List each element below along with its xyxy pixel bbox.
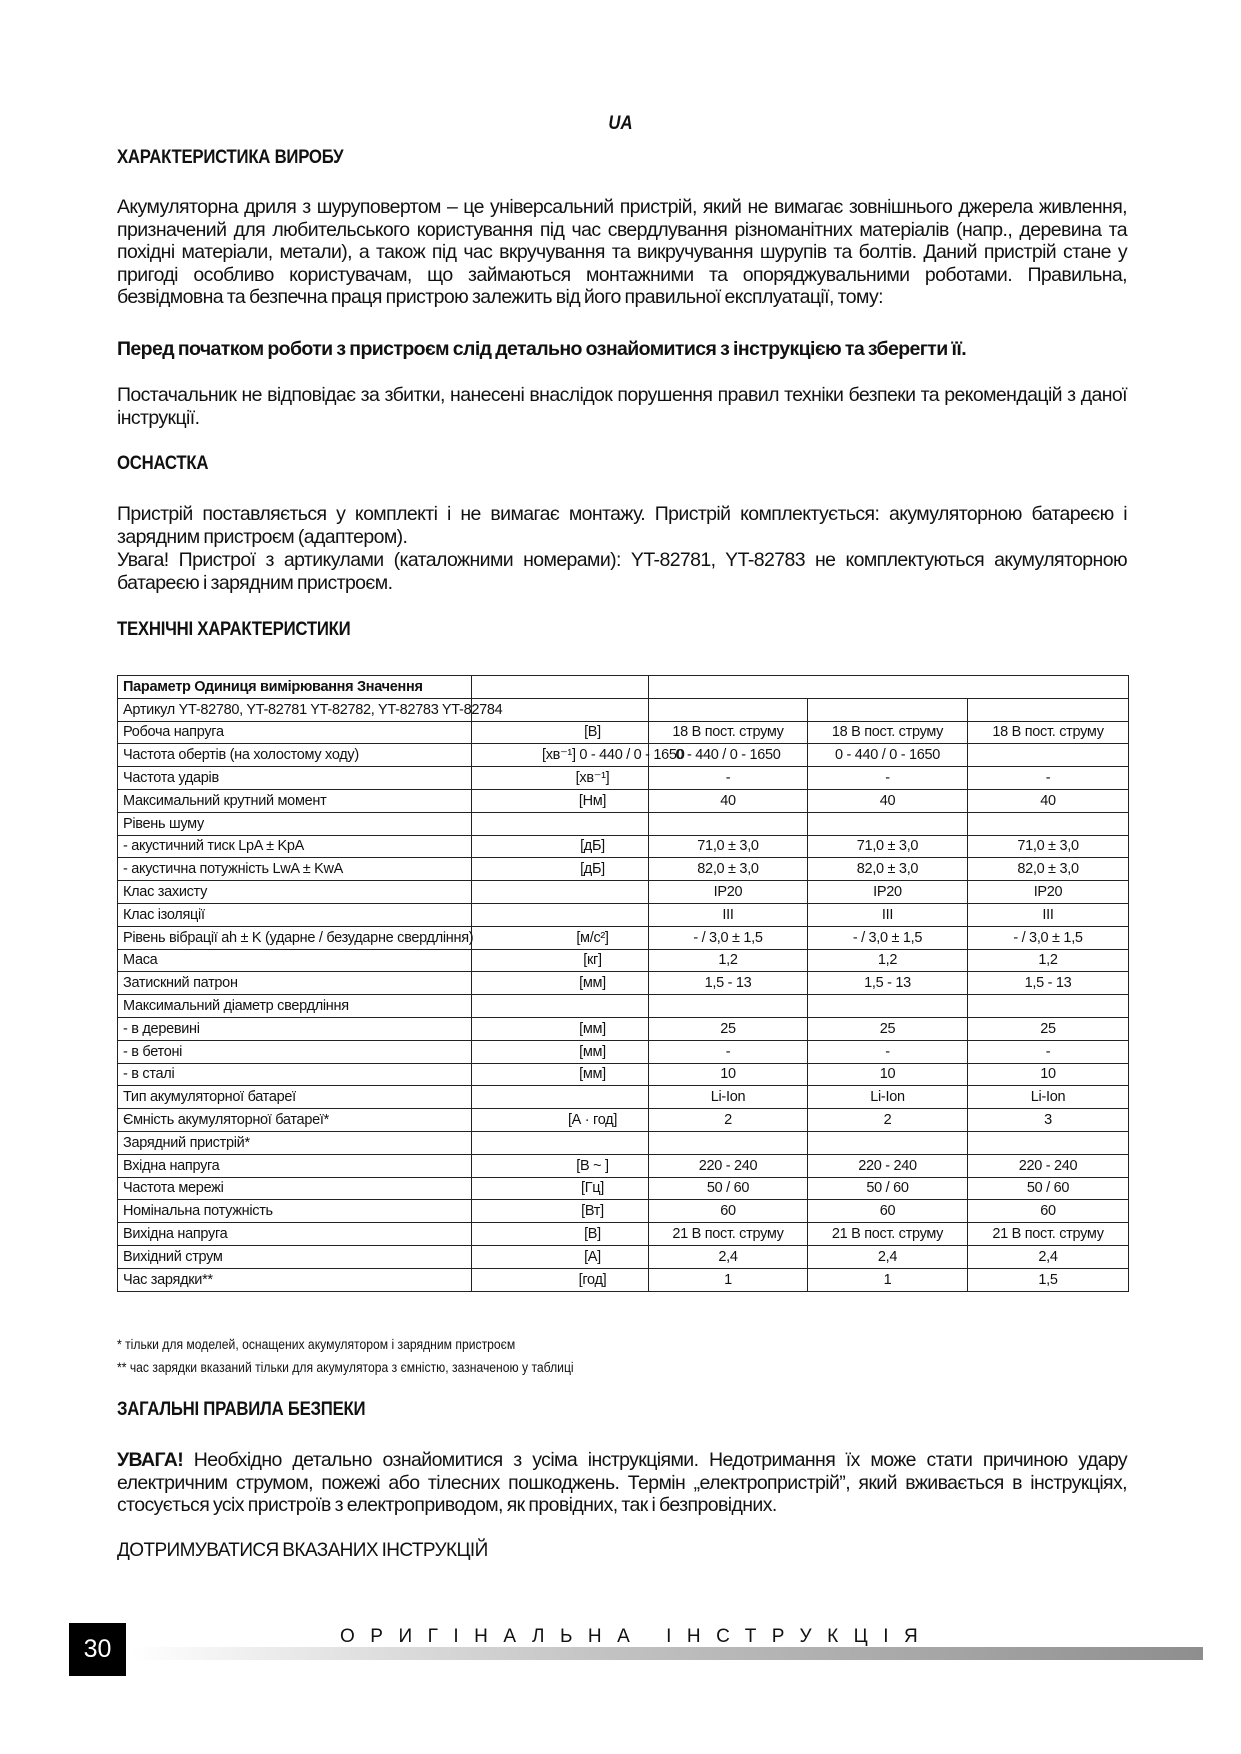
table-row xyxy=(118,972,1129,995)
value-cell-1: 2,4 xyxy=(649,1245,808,1268)
value-cell-2: 82,0 ± 3,0 xyxy=(808,858,968,881)
table-row xyxy=(118,881,1129,904)
value-cell-1: 82,0 ± 3,0 xyxy=(649,858,808,881)
value-cell-1 xyxy=(649,812,808,835)
value-cell-2: 2 xyxy=(808,1109,968,1132)
value-cell-1: 1,5 - 13 xyxy=(649,972,808,995)
section-title-safety: ЗАГАЛЬНІ ПРАВИЛА БЕЗПЕКИ xyxy=(117,1398,366,1420)
param-cell: Час зарядки** xyxy=(118,1268,472,1291)
table-row xyxy=(118,926,1129,949)
table-row xyxy=(118,1177,1129,1200)
param-cell: - в сталі xyxy=(118,1063,472,1086)
value-cell-2: 0 - 440 / 0 - 1650 xyxy=(808,744,968,767)
table-row xyxy=(118,1223,1129,1246)
value-cell-3: 1,2 xyxy=(968,949,1129,972)
value-cell-1: - xyxy=(649,1040,808,1063)
specifications-table xyxy=(117,675,1129,1292)
value-cell-3: 71,0 ± 3,0 xyxy=(968,835,1129,858)
param-cell: Ємність акумуляторної батареї* xyxy=(118,1109,472,1132)
section-title-equipment: ОСНАСТКА xyxy=(117,452,209,474)
table-row xyxy=(118,744,1129,767)
value-cell-3: 18 В пост. струму xyxy=(968,721,1129,744)
table-row xyxy=(118,1086,1129,1109)
param-cell: Клас захисту xyxy=(118,881,472,904)
value-cell-3: 50 / 60 xyxy=(968,1177,1129,1200)
value-cell-3: 21 В пост. струму xyxy=(968,1223,1129,1246)
table-row xyxy=(118,1040,1129,1063)
table-row xyxy=(118,1063,1129,1086)
param-cell: Маса xyxy=(118,949,472,972)
table-footnotes xyxy=(117,1333,574,1379)
value-cell-2: 1 xyxy=(808,1268,968,1291)
section-title-product: ХАРАКТЕРИСТИКА ВИРОБУ xyxy=(117,146,344,168)
unit-cell: [В] xyxy=(472,1223,649,1246)
article-text: Артикул YT-82780, YT-82781 YT-82782, YT-82783 YT-82784 xyxy=(123,701,503,718)
param-cell: Робоча напруга xyxy=(118,721,472,744)
unit-cell: [Вт] xyxy=(472,1200,649,1223)
value-cell-2: 1,5 - 13 xyxy=(808,972,968,995)
unit-cell: [хв⁻¹] xyxy=(472,767,649,790)
table-row xyxy=(118,1200,1129,1223)
article-cell xyxy=(118,698,503,721)
empty-cell xyxy=(649,698,808,721)
value-cell-2 xyxy=(808,812,968,835)
unit-cell: [В] xyxy=(472,721,649,744)
unit-cell: [Нм] xyxy=(472,789,649,812)
param-cell: Максимальний крутний момент xyxy=(118,789,472,812)
read-instructions-warning: Перед початком роботи з пристроєм слід детально ознайомитися з інструкцією та зберегти її. xyxy=(117,338,967,360)
language-label: UA xyxy=(608,113,633,134)
value-cell-1: IP20 xyxy=(649,881,808,904)
value-cell-2: - / 3,0 ± 1,5 xyxy=(808,926,968,949)
table-row xyxy=(118,812,1129,835)
page-number: 30 xyxy=(69,1623,126,1676)
supplier-disclaimer: Постачальник не відповідає за збитки, нанесені внаслідок порушення правил техніки безпеки та рекомендацій з даної інструкції. xyxy=(117,384,1127,429)
param-cell: Вихідний струм xyxy=(118,1245,472,1268)
table-row xyxy=(118,789,1129,812)
param-cell: Рівень шуму xyxy=(118,812,472,835)
table-header-row xyxy=(118,676,1129,699)
footnote-2: ** час зарядки вказаний тільки для акумулятора з ємністю, зазначеною у таблиці xyxy=(117,1360,574,1375)
value-cell-3: III xyxy=(968,903,1129,926)
value-cell-2: - xyxy=(808,1040,968,1063)
unit-cell xyxy=(472,903,649,926)
value-cell-1: 2 xyxy=(649,1109,808,1132)
follow-instructions: ДОТРИМУВАТИСЯ ВКАЗАНИХ ІНСТРУКЦІЙ xyxy=(117,1540,488,1561)
unit-cell: [мм] xyxy=(472,972,649,995)
value-cell-2: 40 xyxy=(808,789,968,812)
value-cell-3 xyxy=(968,1131,1129,1154)
value-cell-2: IP20 xyxy=(808,881,968,904)
equipment-note: Увага! Пристрої з артикулами (каталожними номерами): YT-82781, YT-82783 не комплектуються акумуляторною батареєю і зарядним пристроєм. xyxy=(117,549,1127,594)
unit-cell: [В ~ ] xyxy=(472,1154,649,1177)
param-cell: Частота ударів xyxy=(118,767,472,790)
unit-cell: [А · год] xyxy=(472,1109,649,1132)
safety-warning xyxy=(117,1449,1127,1517)
empty-cell xyxy=(808,698,968,721)
table-row xyxy=(118,1268,1129,1291)
param-cell: Зарядний пристрій* xyxy=(118,1131,472,1154)
value-cell-3: 1,5 - 13 xyxy=(968,972,1129,995)
value-cell-1: 50 / 60 xyxy=(649,1177,808,1200)
value-cell-1: Li-Ion xyxy=(649,1086,808,1109)
param-cell: Частота мережі xyxy=(118,1177,472,1200)
value-cell-1: - / 3,0 ± 1,5 xyxy=(649,926,808,949)
param-cell: Тип акумуляторної батареї xyxy=(118,1086,472,1109)
value-cell-3: - xyxy=(968,1040,1129,1063)
param-cell: Частота обертів (на холостому ходу) xyxy=(118,744,472,767)
value-cell-1: 60 xyxy=(649,1200,808,1223)
value-cell-2: 1,2 xyxy=(808,949,968,972)
value-cell-2: 71,0 ± 3,0 xyxy=(808,835,968,858)
value-cell-2: 2,4 xyxy=(808,1245,968,1268)
table-row xyxy=(118,1245,1129,1268)
value-cell-1: 220 - 240 xyxy=(649,1154,808,1177)
value-cell-3: 3 xyxy=(968,1109,1129,1132)
param-cell: - акустичний тиск LpA ± KpA xyxy=(118,835,472,858)
unit-cell: [год] xyxy=(472,1268,649,1291)
value-cell-2 xyxy=(808,1131,968,1154)
table-row xyxy=(118,995,1129,1018)
table-row xyxy=(118,949,1129,972)
value-cell-2: Li-Ion xyxy=(808,1086,968,1109)
value-cell-3: Li-Ion xyxy=(968,1086,1129,1109)
unit-cell: [м/с²] xyxy=(472,926,649,949)
table-row-article xyxy=(118,698,1129,721)
footer-gradient-bar xyxy=(130,1647,1203,1660)
param-cell: - в бетоні xyxy=(118,1040,472,1063)
param-cell: Вихідна напруга xyxy=(118,1223,472,1246)
value-cell-1: 40 xyxy=(649,789,808,812)
param-cell: Затискний патрон xyxy=(118,972,472,995)
warning-label: УВАГА! xyxy=(117,1449,184,1471)
unit-cell xyxy=(472,995,649,1018)
unit-cell: [дБ] xyxy=(472,835,649,858)
unit-cell xyxy=(472,1131,649,1154)
value-cell-2: 25 xyxy=(808,1017,968,1040)
value-cell-2: 220 - 240 xyxy=(808,1154,968,1177)
unit-cell: [мм] xyxy=(472,1017,649,1040)
value-cell-3: 25 xyxy=(968,1017,1129,1040)
value-cell-2: III xyxy=(808,903,968,926)
product-description: Акумуляторна дриля з шуруповертом – це універсальний пристрій, який не вимагає зовнішнього джерела живлення, призначений для любительського користування під час свердлування різноманітних матеріалів (напр., деревина та похідні матеріали, метали), а також під час вкручування та викручування шурупів та болтів. Даний пристрій стане у пригоді особливо користувачам, що займаються монтажними та опоряджувальними роботами. Правильна, безвідмовна та безпечна праця пристрою залежить від його правильної експлуатації, тому: xyxy=(117,196,1127,308)
value-cell-1: 10 xyxy=(649,1063,808,1086)
unit-cell xyxy=(472,881,649,904)
value-cell-1: 1 xyxy=(649,1268,808,1291)
value-cell-2 xyxy=(808,995,968,1018)
warning-text: Необхідно детально ознайомитися з усіма інструкціями. Недотримання їх може стати причиною удару електричним струмом, пожежі або тілесних пошкоджень. Термін „електропристрій”, який вживається в інструкціях, стосується усіх пристроїв з електроприводом, як провідних, так і безпровідних. xyxy=(117,1449,1127,1516)
table-header-cell: Параметр Одиниця вимірювання Значення xyxy=(118,676,472,699)
param-cell: - в деревині xyxy=(118,1017,472,1040)
param-cell: Клас ізоляції xyxy=(118,903,472,926)
value-cell-1: 71,0 ± 3,0 xyxy=(649,835,808,858)
section-title-specs: ТЕХНІЧНІ ХАРАКТЕРИСТИКИ xyxy=(117,618,351,640)
unit-cell: [дБ] xyxy=(472,858,649,881)
value-cell-1: 1,2 xyxy=(649,949,808,972)
unit-cell: [Гц] xyxy=(472,1177,649,1200)
equipment-paragraph: Пристрій поставляється у комплекті і не вимагає монтажу. Пристрій комплектується: акумуляторною батареєю і зарядним пристроєм (адаптером). xyxy=(117,503,1127,548)
empty-cell xyxy=(968,698,1129,721)
value-cell-1: 18 В пост. струму xyxy=(649,721,808,744)
unit-cell xyxy=(472,812,649,835)
unit-cell: [А] xyxy=(472,1245,649,1268)
value-cell-3: - / 3,0 ± 1,5 xyxy=(968,926,1129,949)
empty-cell xyxy=(649,676,1129,699)
value-cell-2: - xyxy=(808,767,968,790)
value-cell-3: IP20 xyxy=(968,881,1129,904)
value-cell-2: 50 / 60 xyxy=(808,1177,968,1200)
value-cell-1: 21 В пост. струму xyxy=(649,1223,808,1246)
unit-cell: [мм] xyxy=(472,1063,649,1086)
value-cell-2: 10 xyxy=(808,1063,968,1086)
table-row xyxy=(118,903,1129,926)
value-cell-3: 82,0 ± 3,0 xyxy=(968,858,1129,881)
table-row xyxy=(118,721,1129,744)
value-cell-3 xyxy=(968,995,1129,1018)
table-row xyxy=(118,835,1129,858)
unit-cell xyxy=(472,1086,649,1109)
value-cell-1: 0 - 440 / 0 - 1650 xyxy=(649,744,808,767)
value-cell-3 xyxy=(968,812,1129,835)
value-cell-3: 10 xyxy=(968,1063,1129,1086)
value-cell-2: 18 В пост. струму xyxy=(808,721,968,744)
param-cell: Рівень вібрації ah ± K (ударне / безударне свердління) xyxy=(118,926,472,949)
table-row xyxy=(118,858,1129,881)
value-cell-2: 21 В пост. струму xyxy=(808,1223,968,1246)
value-cell-1: 25 xyxy=(649,1017,808,1040)
value-cell-2: 60 xyxy=(808,1200,968,1223)
param-cell: Вхідна напруга xyxy=(118,1154,472,1177)
unit-cell: [кг] xyxy=(472,949,649,972)
value-cell-1 xyxy=(649,995,808,1018)
footer-title: ОРИГІНАЛЬНА ІНСТРУКЦІЯ xyxy=(340,1626,934,1647)
value-cell-3: 40 xyxy=(968,789,1129,812)
value-cell-3 xyxy=(968,744,1129,767)
value-cell-3: 220 - 240 xyxy=(968,1154,1129,1177)
value-cell-3: 60 xyxy=(968,1200,1129,1223)
param-cell: Номінальна потужність xyxy=(118,1200,472,1223)
table-row xyxy=(118,1131,1129,1154)
value-cell-3: 1,5 xyxy=(968,1268,1129,1291)
table-row xyxy=(118,767,1129,790)
param-cell: Максимальний діаметр свердління xyxy=(118,995,472,1018)
unit-cell: [мм] xyxy=(472,1040,649,1063)
value-cell-3: - xyxy=(968,767,1129,790)
table-row xyxy=(118,1154,1129,1177)
value-cell-1 xyxy=(649,1131,808,1154)
value-cell-1: III xyxy=(649,903,808,926)
value-cell-3: 2,4 xyxy=(968,1245,1129,1268)
empty-cell xyxy=(472,676,649,699)
spec-rows xyxy=(118,721,1129,1291)
unit-cell: [хв⁻¹] 0 - 440 / 0 - 1650 xyxy=(472,744,649,767)
footnote-1: * тільки для моделей, оснащених акумулятором і зарядним пристроєм xyxy=(117,1337,516,1352)
value-cell-1: - xyxy=(649,767,808,790)
table-row xyxy=(118,1017,1129,1040)
table-row xyxy=(118,1109,1129,1132)
param-cell: - акустична потужність LwA ± KwA xyxy=(118,858,472,881)
